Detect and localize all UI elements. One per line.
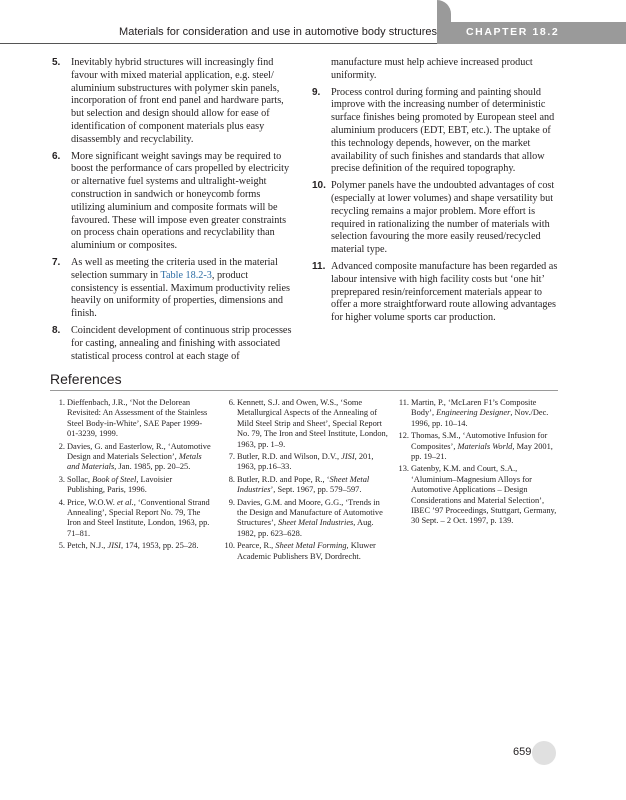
reference-source: Book of Steel — [92, 474, 137, 484]
reference-entry — [52, 498, 212, 540]
list-item — [52, 257, 292, 321]
table-reference-link[interactable]: Table 18.2-3 — [160, 269, 212, 281]
page-number-tab — [532, 741, 556, 765]
item-text: Inevitably hybrid structures will increasingly find favour with mixed material application, e.g. steel/ aluminium substructures with polymer skin panels, incorporation of front end panel and hardware parts, but selection and design should allow for ease of identification of component materials plus easy disassembly and recyclability. — [71, 57, 284, 145]
reference-text: Davies, G. and Easterlow, R., ‘Automotive Design and Materials Selection’, — [67, 441, 211, 462]
item-number: 10. — [312, 180, 326, 192]
reference-entry — [222, 398, 388, 450]
reference-text: , Nov./Dec. 1996, pp. 10–14. — [411, 408, 549, 428]
reference-source: JISI — [107, 541, 121, 551]
item-text: Process control during forming and painting should improve with the increasing number of deterministic surface finishes being promoted by European steel and aluminium producers (EDT, EBT, etc.). The uptake of this technology depends, however, on the market availability of such finishes and standards that allow precise definition of the required topography. — [331, 86, 555, 175]
reference-text: , Lavoisier Publishing, Paris, 1996. — [67, 474, 173, 495]
page-number: 659 — [513, 746, 532, 758]
reference-source: Engineering Designer — [436, 408, 511, 418]
reference-text: Butler, R.D. and Pope, R., ‘ — [237, 474, 330, 484]
reference-text: Pearce, R., — [237, 541, 276, 551]
reference-text: Martin, P., ‘McLaren F1’s Composite Body’, — [411, 398, 537, 418]
header-rule — [0, 43, 437, 44]
reference-entry — [222, 541, 388, 562]
item-continuation: manufacture must help achieve increased product uniformity. — [331, 57, 533, 81]
list-item — [312, 261, 560, 325]
reference-entry — [396, 431, 560, 462]
reference-text: , Aug. 1982, pp. 623–628. — [237, 518, 374, 538]
list-item — [52, 57, 292, 147]
reference-entry — [52, 541, 212, 551]
reference-text: Sollac, — [67, 474, 93, 484]
list-item — [52, 325, 292, 363]
reference-number: 4. — [58, 497, 65, 507]
references-heading: References — [50, 371, 122, 387]
item-number: 6. — [52, 150, 61, 162]
reference-entry — [396, 464, 560, 526]
reference-entry — [52, 442, 212, 473]
reference-number: 5. — [58, 541, 65, 551]
reference-number: 7. — [228, 452, 235, 462]
reference-number: 8. — [228, 474, 235, 484]
reference-entry — [222, 452, 388, 473]
reference-text: Gatenby, K.M. and Court, S.A., ‘Aluminium–Magnesium Alloys for Automotive Applications – Design Considerations and Material Selection’, IBEC ’97 Proceedings, Stuttgart, Germany, 30 Sept. – 2 Oct. 1997, p. 139. — [411, 464, 557, 526]
item-number: 7. — [52, 256, 61, 268]
item-number: 11. — [312, 260, 326, 272]
reference-text: ’, Sept. 1967, pp. 579–597. — [270, 485, 362, 495]
reference-source: Sheet Metal Forming — [275, 541, 347, 551]
reference-number: 9. — [228, 497, 235, 507]
item-text: As well as meeting the criteria used in the material selection summary in — [71, 256, 278, 281]
reference-entry — [222, 498, 388, 540]
left-column — [52, 57, 292, 367]
reference-text: Davies, G.M. and Moore, G.G., ‘Trends in the Design and Manufacture of Automotive Structures’, — [237, 497, 383, 528]
chapter-label: CHAPTER 18.2 — [466, 26, 560, 38]
references-column — [396, 398, 560, 529]
item-number: 8. — [52, 324, 61, 336]
reference-text: , 201, 1963, pp.16–33. — [237, 452, 374, 472]
item-text: , product consistency is essential. Maximum productivity relies heavily on uniformity of properties, dimensions and finish. — [71, 269, 290, 320]
reference-text: Price, W.O.W. — [67, 497, 117, 507]
reference-text: , Jan. 1985, pp. 20–25. — [114, 462, 191, 472]
right-column — [312, 57, 560, 329]
reference-text: Thomas, S.M., ‘Automotive Infusion for Composites’, — [411, 431, 548, 451]
list-item — [52, 151, 292, 253]
references-column — [52, 398, 212, 554]
reference-number: 10. — [224, 541, 235, 551]
reference-entry — [52, 398, 212, 440]
reference-source: Materials World — [457, 441, 513, 451]
references-column — [222, 398, 388, 564]
list-item — [312, 87, 560, 177]
reference-source: et al. — [116, 497, 134, 507]
reference-source: Metals and Materials — [67, 452, 202, 472]
reference-text: Dieffenbach, J.R., ‘Not the Delorean Revisited: An Assessment of the Stainless Steel Body-in-White’, SAE Paper 1999-01-3239, 1999. — [67, 398, 208, 439]
reference-text: , Kluwer Academic Publishers BV, Dordrecht. — [237, 541, 376, 561]
reference-text: Petch, N.J., — [67, 541, 108, 551]
item-text: Coincident development of continuous strip processes for casting, annealing and finishing with associated statistical process control at each stage of — [71, 324, 292, 362]
item-text: Polymer panels have the undoubted advantages of cost (especially at lower volumes) and shape versatility but recycling remains a major problem. More effort is required in rationalizing the number of materials with selection favouring the more easily reused/recycled material type. — [331, 180, 555, 256]
item-number: 5. — [52, 57, 61, 68]
reference-text: , 174, 1953, pp. 25–28. — [120, 541, 199, 551]
reference-number: 11. — [398, 398, 409, 407]
reference-entry — [222, 475, 388, 496]
reference-number: 13. — [398, 464, 409, 474]
reference-text: , May 2001, pp. 19–21. — [411, 441, 553, 462]
reference-entry — [396, 398, 560, 429]
references-rule — [50, 390, 558, 391]
reference-source: Sheet Metal Industries — [277, 518, 354, 528]
reference-number: 3. — [58, 474, 65, 484]
item-text: More significant weight savings may be required to boost the performance of cars propelled by electricity or alternative fuel systems and ultralight-weight construction in sandwich or honeycomb forms utilizing aluminium and composite formats will be favoured. These will impose even greater constraints on process chain operations and recyclability than aluminium or composites. — [71, 150, 290, 252]
item-number: 9. — [312, 86, 321, 98]
reference-entry — [52, 475, 212, 496]
reference-number: 1. — [58, 398, 65, 407]
chapter-tab-corner — [437, 0, 451, 22]
reference-text: Butler, R.D. and Wilson, D.V., — [237, 452, 342, 462]
running-title: Materials for consideration and use in automotive body structures — [119, 26, 437, 38]
reference-source: JISI — [341, 452, 355, 462]
reference-text: Kennett, S.J. and Owen, W.S., ‘Some Metallurgical Aspects of the Annealing of Mild Steel Strip and Sheet’, Special Report No. 79, The Iron and Steel Institute, London, 1963, pp. 1–9. — [237, 398, 388, 449]
list-item — [312, 180, 560, 257]
reference-text: , ‘Conventional Strand Annealing’, Special Report No. 79, The Iron and Steel Institute, London, 1963, pp. 71–81. — [67, 497, 210, 538]
reference-number: 2. — [58, 441, 65, 451]
reference-number: 6. — [228, 398, 235, 407]
reference-number: 12. — [398, 431, 409, 441]
reference-source: Sheet Metal Industries — [237, 474, 370, 495]
page-header — [0, 0, 626, 44]
item-text: Advanced composite manufacture has been regarded as labour intensive with high facility costs but ‘one hit’ preprepared resin/reinforcement materials appear to offer a more straightforward route allowing advantages for higher volume sports car production. — [331, 260, 558, 324]
